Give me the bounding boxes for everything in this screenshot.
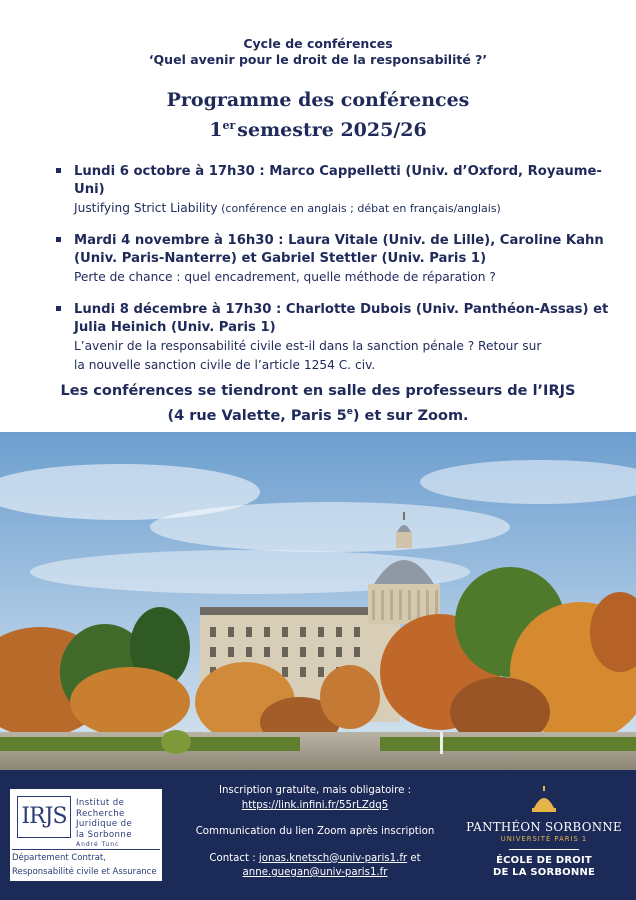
pantheon-garden-photo (0, 432, 636, 770)
contact-line (180, 852, 450, 867)
conference-topic (74, 199, 616, 218)
university-name: PANTHÉON SORBONNE (466, 820, 622, 834)
school-name-line: ÉCOLE DE DROIT (496, 855, 592, 866)
inscription-text: Inscription gratuite, mais obligatoire : (218, 785, 412, 796)
irjs-logo-block (10, 789, 162, 881)
pantheon-dome-icon (529, 784, 559, 814)
conference-item-1 (56, 163, 616, 218)
divider (509, 849, 579, 850)
zoom-note: Communication du lien Zoom après inscription (195, 826, 435, 837)
venue-line (0, 402, 636, 427)
conference-list (56, 163, 616, 389)
institute-line: Juridique de (76, 819, 133, 829)
heading-line: Mardi 4 novembre à 16h30 : Laura Vitale (Univ. de Lille), Caroline Kahn (74, 233, 604, 248)
page-title: Programme des conférences (166, 89, 470, 111)
institute-subname: André Tunc (76, 841, 120, 848)
school-name-line: DE LA SORBONNE (492, 867, 596, 878)
conference-heading (74, 301, 616, 337)
divider (12, 849, 160, 850)
cycle-header (0, 36, 636, 68)
contact-email-link[interactable]: jonas.knetsch@univ-paris1.fr (258, 852, 408, 864)
footer-band (0, 770, 636, 900)
topic-line: la nouvelle sanction civile de l’article 1254 C. civ. (74, 358, 376, 372)
topic-note: (conférence en anglais ; débat en français/anglais) (217, 202, 501, 215)
university-subname: UNIVERSITÉ PARIS 1 (500, 835, 588, 843)
cycle-title: ‘Quel avenir pour le droit de la responsabilité ?’ (148, 52, 488, 67)
irjs-logo: IRJS (17, 796, 71, 838)
institute-line: Recherche (76, 808, 125, 819)
conference-topic (74, 337, 616, 375)
conference-item-2 (56, 232, 616, 287)
venue-zoom: ) et sur Zoom. (352, 408, 469, 424)
heading-line: (Univ. Paris-Nanterre) et Gabriel Stettler (Univ. Paris 1) (74, 251, 487, 266)
spacer (180, 840, 450, 852)
topic-title: Justifying Strict Liability (74, 201, 218, 215)
cycle-label: Cycle de conférences (243, 36, 393, 51)
semester-number: 1 (209, 119, 223, 141)
contact-conjunction: et (407, 852, 421, 864)
venue-line: Les conférences se tiendront en salle des professeurs de l’IRJS (60, 383, 576, 399)
contact-label: Contact : (209, 852, 259, 864)
semester-ordinal: er (222, 119, 236, 132)
venue-address: (4 rue Valette, Paris 5 (167, 408, 347, 424)
conference-topic: Perte de chance : quel encadrement, quelle méthode de réparation ? (74, 270, 496, 284)
bullet-icon (56, 168, 61, 173)
program-title (0, 88, 636, 143)
institute-line: Institut de (76, 798, 125, 808)
department-line: Département Contrat, (12, 853, 106, 863)
heading-line: Julia Heinich (Univ. Paris 1) (74, 320, 276, 335)
registration-info (180, 784, 450, 881)
contact-email-link[interactable]: anne.guegan@univ-paris1.fr (242, 867, 388, 878)
spacer (180, 813, 450, 825)
department-line: Responsabilité civile et Assurance (12, 867, 157, 877)
department-label (12, 849, 160, 879)
venue-ordinal: e (346, 407, 353, 417)
topic-line: L’avenir de la responsabilité civile est-il dans la sanction pénale ? Retour sur (74, 339, 542, 353)
conference-heading (74, 232, 616, 268)
venue-notice (0, 381, 636, 427)
bullet-icon (56, 237, 61, 242)
conference-heading: Lundi 6 octobre à 17h30 : Marco Cappelletti (Univ. d’Oxford, Royaume-Uni) (74, 164, 602, 197)
bullet-icon (56, 306, 61, 311)
semester-title (0, 113, 636, 143)
institute-line: la Sorbonne (76, 829, 132, 840)
heading-line: Lundi 8 décembre à 17h30 : Charlotte Dubois (Univ. Panthéon-Assas) et (74, 302, 609, 317)
irjs-institute-name (76, 798, 132, 851)
conference-item-3 (56, 301, 616, 375)
semester-text: semestre 2025/26 (237, 119, 427, 141)
registration-link[interactable]: https://link.infini.fr/55rLZdq5 (241, 799, 389, 811)
pantheon-sorbonne-logo (466, 784, 622, 879)
